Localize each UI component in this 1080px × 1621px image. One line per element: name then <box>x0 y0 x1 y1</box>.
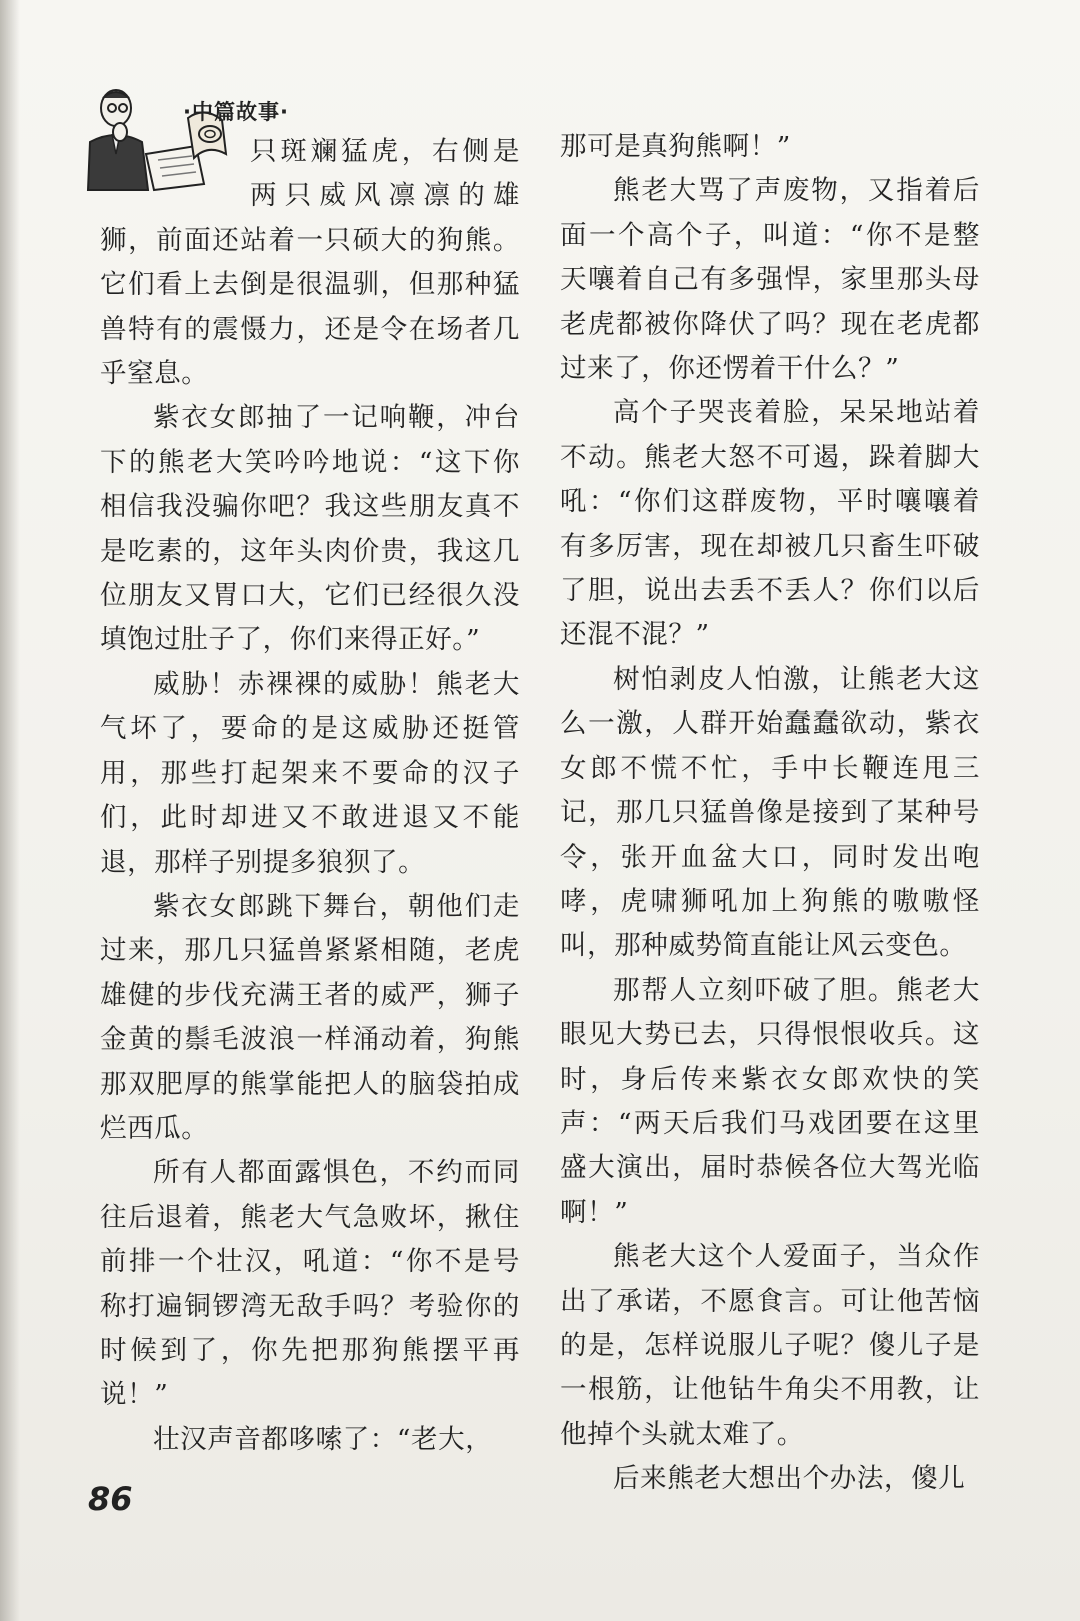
paragraph: 后来熊老大想出个办法，傻儿 <box>613 1463 966 1495</box>
paragraph: 熊老大骂了声废物，又指着后面一个高个子，叫道：“你不是整天嚷着自己有多强悍，家里那头母老虎都被你降伏了吗？现在老虎都过来了，你还愣着干什么？” <box>560 175 980 385</box>
paragraph: 那帮人立刻吓破了胆。熊老大眼见大势已去，只得恨恨收兵。这时，身后传来紫衣女郎欢快的笑声：“两天后我们马戏团要在这里盛大演出，届时恭候各位大驾光临啊！” <box>560 974 980 1228</box>
paragraph: 只斑斓猛虎，右侧是两只威风凛凛的雄狮，前面还站着一只硕大的狗熊。它们看上去倒是很温驯，但那种猛兽特有的震慑力，还是令在场者几乎窒息。 <box>100 136 520 390</box>
illustration-space <box>100 130 250 214</box>
paragraph: 树怕剥皮人怕激，让熊老大这么一激，人群开始蠢蠢欲动，紫衣女郎不慌不忙，手中长鞭连甩三记，那几只猛兽像是接到了某种号令，张开血盆大口，同时发出咆哮，虎啸狮吼加上狗熊的嗷嗷怪叫，那种威势简直能让风云变色。 <box>560 663 980 962</box>
left-column <box>100 130 520 1462</box>
paragraph: 壮汉声音都哆嗦了：“老大， <box>153 1423 493 1455</box>
paragraph: 威胁！赤裸裸的威胁！熊老大气坏了，要命的是这威胁还挺管用，那些打起架来不要命的汉子们，此时却进又不敢进退又不能退，那样子别提多狼狈了。 <box>100 668 520 878</box>
paragraph: 紫衣女郎跳下舞台，朝他们走过来，那几只猛兽紧紧相随，老虎雄健的步伐充满王者的威严，狮子金黄的鬃毛波浪一样涌动着，狗熊那双肥厚的熊掌能把人的脑袋拍成烂西瓜。 <box>100 890 520 1144</box>
paragraph: 那可是真狗熊啊！” <box>560 131 791 162</box>
right-column <box>560 125 980 1502</box>
paragraph: 熊老大这个人爱面子，当众作出了承诺，不愿食言。可让他苦恼的是，怎样说服儿子呢？傻儿子是一根筋，让他钻牛角尖不用教，让他掉个头就太难了。 <box>560 1241 980 1450</box>
paragraph: 高个子哭丧着脸，呆呆地站着不动。熊老大怒不可遏，跺着脚大吼：“你们这群废物，平时嚷嚷着有多厉害，现在却被几只畜生吓破了胆，说出去丢不丢人？你们以后还混不混？” <box>560 397 980 651</box>
section-label: ·中篇故事· <box>183 100 289 124</box>
gutter-shadow <box>0 0 20 1621</box>
paragraph: 紫衣女郎抽了一记响鞭，冲台下的熊老大笑吟吟地说：“这下你相信我没骗你吧？我这些朋友真不是吃素的，这年头肉价贵，我这几位朋友又胃口大，它们已经很久没填饱过肚子了，你们来得正好。” <box>100 402 520 656</box>
page-number: 86 <box>88 1480 133 1518</box>
paragraph: 所有人都面露惧色，不约而同往后退着，熊老大气急败坏，揪住前排一个壮汉，吼道：“你不是号称打遍铜锣湾无敌手吗？考验你的时候到了，你先把那狗熊摆平再说！” <box>100 1157 520 1411</box>
